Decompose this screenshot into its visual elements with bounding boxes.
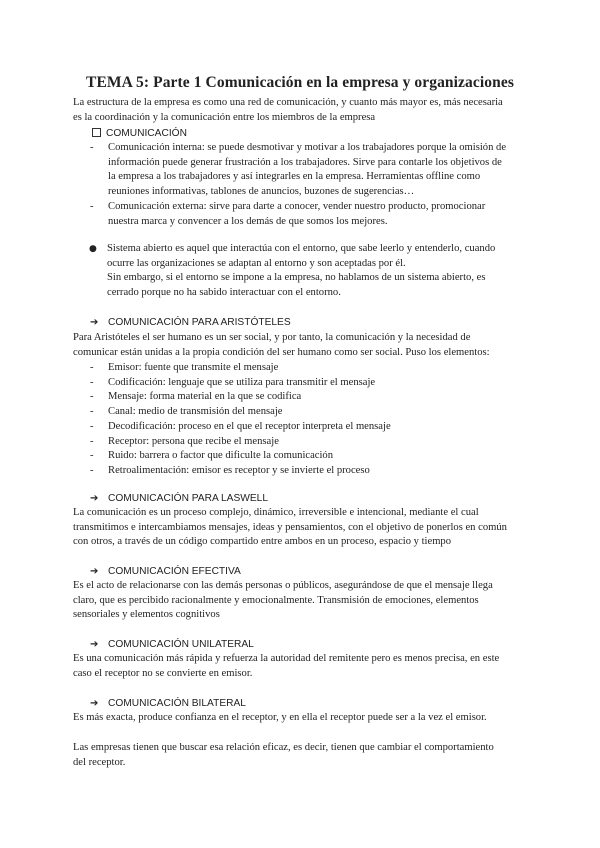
laswell-paragraph: La comunicación es un proceso complejo, dinámico, irreversible e intencional, mediante el cual transmitimos e intercambiamos mensajes, ideas y pensamientos, con el objetivo de ponerlos en común con otros, a través de un código compartido entre ambos en un proceso, espacio y tiempo xyxy=(73,507,507,548)
arrow-icon: ➔ xyxy=(90,639,99,650)
arrow-icon: ➔ xyxy=(90,317,99,328)
heading-comunicacion: COMUNICACIÓN xyxy=(92,127,187,140)
arrow-icon: ➔ xyxy=(90,698,99,709)
bullet-icon: ● xyxy=(89,244,97,254)
bilateral-paragraph: Es más exacta, produce confianza en el receptor, y en ella el receptor puede ser a la vez el emisor. xyxy=(73,712,487,723)
document-title: TEMA 5: Parte 1 Comunicación en la empresa y organizaciones xyxy=(86,74,514,91)
heading-bilateral: ➔ COMUNICACIÓN BILATERAL xyxy=(90,698,246,709)
efectiva-paragraph: Es el acto de relacionarse con las demás personas o públicos, asegurándose de que el mensaje llega claro, que es percibido racionalmente y emocionalmente. Transmisión de emociones, elementos sensoriales y elementos cognitivos xyxy=(73,580,493,621)
unilateral-paragraph: Es una comunicación más rápida y refuerza la autoridad del remitente pero es menos precisa, en este caso el receptor no se convierte en emisor. xyxy=(73,653,500,679)
heading-aristoteles: ➔ COMUNICACIÓN PARA ARISTÓTELES xyxy=(90,317,291,328)
checkbox-icon xyxy=(92,128,101,137)
arrow-icon: ➔ xyxy=(90,566,99,577)
heading-efectiva: ➔ COMUNICACIÓN EFECTIVA xyxy=(90,566,241,577)
aristoteles-paragraph: Para Aristóteles el ser humano es un ser social, y por tanto, la comunicación y la necesidad de comunicar están unidas a la propia condición del ser humano como ser social. Puso los elementos: xyxy=(73,332,490,358)
closing-paragraph: Las empresas tienen que buscar esa relación eficaz, es decir, tienen que cambiar el comportamiento del receptor. xyxy=(73,742,494,768)
heading-unilateral: ➔ COMUNICACIÓN UNILATERAL xyxy=(90,639,254,650)
intro-paragraph: La estructura de la empresa es como una red de comunicación, y cuanto más mayor es, más necesaria es la coordinación y la comunicación entre los miembros de la empresa xyxy=(73,97,503,123)
document-page: TEMA 5: Parte 1 Comunicación en la empresa y organizaciones La estructura de la empresa es como una red de comunicación, y cuanto más mayor es, más necesaria es la coordinación y la comunicación entre los miembros de la empresa COMUNICACIÓN - Comunicación interna: se puede desmotivar y motivar a los trabajadores porque la omisión de información puede generar frustración a los trabajadores. Sirve para contarle los objetivos de la empresa a los trabajadores y así integrarles en la empresa. Herramientas offline como reuniones informativas, tablones de anuncios, buzones de sugerencias… - Comunicación externa: sirve para darte a conocer, vender nuestro producto, promocionar nuestra marca y convencer a los demás de que somos los mejores. ● Sistema abierto es aquel que interactúa con el entorno, que sabe leerlo y entenderlo, cuando ocurre las organizaciones se adaptan al entorno y son aceptadas por él. Sin embargo, si el entorno se impone a la empresa, no hablamos de un sistema abierto, es cerrado porque no ha sabido interactuar con el entorno. ➔ COMUNICACIÓN PARA ARISTÓTELES Para Aristóteles el ser humano es un ser social, y por tanto, la comunicación y la necesidad de comunicar están unidas a la propia condición del ser humano como ser social. Puso los elementos: - Emisor: fuente que transmite el mensaje - Codificación: lenguaje que se utiliza para transmitir el mensaje - Mensaje: forma material en la que se codifica - Canal: medio de transmisión del mensaje - Decodificación: proceso en el que el receptor interpreta el mensaje - Receptor: persona que recibe el mensaje - Ruido: barrera o factor que dificulte la comunicación - Retroalimentación: emisor es receptor y se invierte el proceso ➔ COMUNICACIÓN PARA LASWELL La comunicación es un proceso complejo, dinámico, irreversible e intencional, mediante el cual transmitimos e intercambiamos mensajes, ideas y pensamientos, con el objetivo de ponerlos en común con otros, a través de un código compartido entre ambos en un proceso, espacio y tiempo ➔ COMUNICACIÓN EFECTIVA Es el acto de relacionarse con las demás personas o públicos, asegurándose de que el mensaje llega claro, que es percibido racionalmente y emocionalmente. Transmisión de emociones, elementos sensoriales y elementos cognitivos ➔ COMUNICACIÓN UNILATERAL Es una comunicación más rápida y refuerza la autoridad del remitente pero es menos precisa, en este caso el receptor no se convierte en emisor. ➔ COMUNICACIÓN BILATERAL Es más exacta, produce confianza en el receptor, y en ella el receptor puede ser a la vez el emisor. Las empresas tienen que buscar esa relación eficaz, es decir, tienen que cambiar el comportamiento del receptor. xyxy=(0,0,600,848)
arrow-icon: ➔ xyxy=(90,493,99,504)
heading-laswell: ➔ COMUNICACIÓN PARA LASWELL xyxy=(90,493,269,504)
